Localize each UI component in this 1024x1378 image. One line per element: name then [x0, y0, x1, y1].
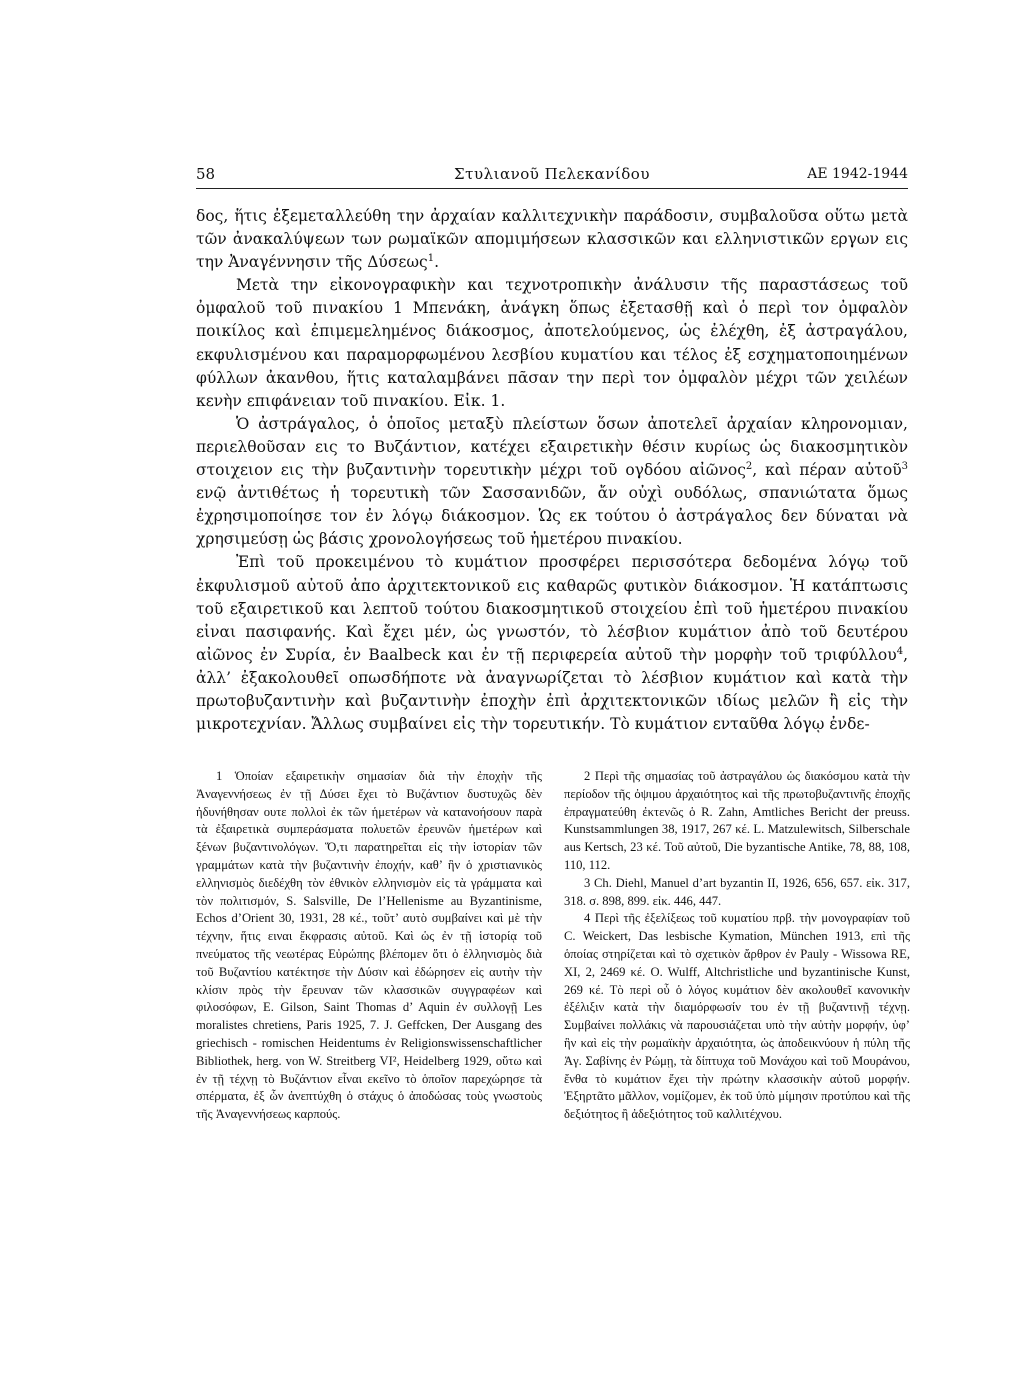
paragraph — [196, 205, 908, 274]
footnote-ref: 3 — [901, 460, 908, 472]
paragraph — [196, 551, 908, 736]
footnote-ref: 4 — [896, 645, 904, 657]
header-rule — [196, 188, 908, 189]
paragraph-text: , καὶ πέραν αὐτοῦ — [752, 461, 902, 480]
paragraph-text: . — [434, 253, 440, 272]
running-title: Στυλιανοῦ Πελεκανίδου — [454, 165, 650, 183]
footnote-ref: 1 — [427, 253, 435, 265]
paragraph — [196, 413, 908, 552]
running-header — [196, 163, 908, 185]
paragraph-text: Ὁ ἀστράγαλος, ὁ ὁποῖος μεταξὺ πλείστων ὅσων ἀποτελεῖ ἀρχαίαν κληρονομιαν, περιελθοῦσαν εις το Βυζάντιον, κατέχει εξαιρετικὴν θέσιν κυρίως ὡς διακοσμητικὸν στοιχειον εις τὴν βυζαντινὴν τορευτικὴν μέχρι τοῦ ογδόου αἰῶνος — [196, 414, 908, 480]
paragraph-text: ενῷ ἀντιθέτως ἡ τορευτικὴ τῶν Σασσανιδῶν, ἄν οὐχὶ ουδόλως, σπανιώτατα ὅμως ἐχρησιμοποίησε τον ἐν λόγῳ διάκοσμον. Ὡς εκ τούτου ὁ ἀστράγαλος δεν δύναται νὰ χρησιμεύσῃ ὡς βάσις χρονολογήσεως τοῦ ἡμετέρου πινακίου. — [196, 484, 908, 549]
page-number: 58 — [196, 165, 216, 183]
footnotes-right-column — [564, 768, 910, 1124]
footnote: 2 Περὶ τῆς σημασίας τοῦ ἀστραγάλου ὡς διακόσμου κατὰ τὴν περίοδον τῆς ὀψιμου ἀρχαιότητος καὶ τῆς πρωτοβυζαντινῆς ἐποχῆς ἐπραγματεύθη ἐκτενῶς ὁ R. Zahn, Amtliches Bericht der preuss. Kunstsammlungen 38, 1917, 267 κέ. L. Matzulewitsch, Silberschale aus Kertsch, 23 κέ. Τοῦ αὐτοῦ, Die byzantische Antike, 78, 88, 108, 110, 112. — [564, 769, 910, 872]
footnote: 1 Ὁποίαν εξαιρετικὴν σημασίαν διὰ τὴν ἐποχὴν τῆς Ἀναγεννήσεως ἐν τῇ Δύσει ἔχει τὸ Βυζάντιον δυστυχῶς δὲν ἠδυνήθησαν ουτε πολλοὶ ἐκ τῶν ἡμετέρων νὰ κατανοήσουν παρὰ τὰ ἐξαιρετικὰ συμπεράσματα πολυετῶν ἐρευνῶν ἡμετέρων καὶ ξένων βυζαντινολόγων. Ὅ,τι παρατηρεῖται εἰς τὴν ἱστορίαν τῶν γραμμάτων κατὰ τὴν βυζαντινὴν ἐποχήν, καθ’ ἣν ὁ χριστιανικὸς ελληνισμὸς διεδέχθη τὸν ἐθνικὸν ελληνισμὸν εἰς τὰ γράμματα καὶ τὸν πολιτισμόν, S. Salsville, De l’Hellenisme au Byzantinisme, Echos d’Orient 30, 1931, 28 κέ., τοῦτ’ αυτὸ συμβαίνει καὶ μὲ τὴν τέχνην, ἥτις ειναι ἔκφρασις αὐτοῦ. Καὶ ὡς ἐν τῇ ἱστορίᾳ τοῦ πνεύματος τῆς νεωτέρας Εὐρώπης βλέπομεν ὅτι ὁ ἑλληνισμὸς διὰ τοῦ Βυζαντίου κατέκτησε τὴν Δύσιν καὶ ἐδώρησεν εἰς αυτὴν τὴν κλίσιν πρὸς τὴν ἔρευναν τῶν κλασσικῶν συγγραφέων καὶ φιλοσόφων, E. Gilson, Saint Thomas d’ Aquin ἐν συλλογῇ Les moralistes chretiens, Paris 1925, 7. J. Geffcken, Der Ausgang des griechisch - romischen Heidentums ἐν Religionswissenschaftlicher Bibliothek, herg. von W. Streitberg VI², Heidelberg 1929, οὕτω καὶ ἐν τῇ τέχνῃ τὸ Βυζάντιον εἶναι εκεῖνο τὸ ὁποῖον παρεχώρησε τὰ σπέρματα, ἐξ ὧν ἀνεπτύχθη ὁ στάχυς ὁ ἀποδώσας τοὺς γνωστοὺς τῆς Ἀναγεννήσεως καρπούς. — [196, 769, 542, 1122]
paragraph-text: , ἀλλ’ ἐξακολουθεῖ οπωσδήποτε νὰ ἀναγνωρίζεται τὸ λέσβιον κυμάτιον καὶ κατὰ τὴν πρωτοβυζαντινὴν καὶ βυζαντινὴν ἐποχὴν ἐπὶ ἀρχιτεκτονικῶν ιδίως μελῶν ἢ εἰς τὴν μικροτεχνίαν. Ἄλλως συμβαίνει εἰς τὴν τορευτικήν. Τὸ κυμάτιον ενταῦθα λόγῳ ἐνδε- — [196, 645, 908, 734]
footnote-ref: 2 — [745, 460, 753, 472]
footnote: 3 Ch. Diehl, Manuel d’art byzantin II, 1926, 656, 657. εἰκ. 317, 318. σ. 898, 899. εἰκ. 446, 447. — [564, 875, 910, 908]
paragraph-text: δος, ἥτις ἐξεμεταλλεύθη την ἀρχαίαν καλλιτεχνικὴν παράδοσιν, συμβαλοῦσα οὕτω μετὰ τῶν ἀνακαλύψεων των ρωμαϊκῶν απομιμήσεων κλασσικῶν και ελληνιστικῶν εργων εις την Ἀναγέννησιν τῆς Δύσεως — [196, 207, 908, 272]
footnote: 4 Περὶ τῆς ἐξελίξεως τοῦ κυματίου πρβ. τὴν μονογραφίαν τοῦ C. Weickert, Das lesbische Kymation, München 1913, επὶ τῆς ὁποίας στηρίζεται καὶ τὸ σχετικὸν ἄρθρον ἐν Pauly - Wissowa RE, XI, 2, 2469 κέ. O. Wulff, Altchristliche und byzantinische Kunst, 269 κέ. Τὸ περὶ οὗ ὁ λόγος κυμάτιον δὲν ακολουθεῖ κανονικὴν ἐξέλιξιν κατὰ τὴν διαμόρφωσίν του ἐν τῇ βυζαντινῇ τέχνῃ. Συμβαίνει πολλάκις νὰ παρουσιάζεται υπὸ τὴν αὐτὴν μορφήν, ὑφ’ ἣν καὶ εἰς τὴν ρωμαϊκὴν ἀρχαιότητα, ὡς ἀποδεικνύουν ἡ πύλη τῆς Ἁγ. Σαβίνης ἐν Ρώμῃ, τὰ δίπτυχα τοῦ Μονάχου καὶ τοῦ Μουράνου, ἔνθα τὸ κυμάτιον ἔχει τὴν πρώτην κλασσικὴν αὐτοῦ μορφήν. Ἐξηρτᾶτο μᾶλλον, νομίζομεν, ἐκ τοῦ ὑπὸ μίμησιν προτύπου καὶ τῆς δεξιότητος ἢ ἀδεξιότητος τοῦ καλλιτέχνου. — [564, 911, 910, 1122]
main-text — [196, 205, 908, 736]
footnotes-left-column — [196, 768, 542, 1124]
paragraph: Μετὰ την εἰκονογραφικὴν και τεχνοτροπικὴν ἀνάλυσιν τῆς παραστάσεως τοῦ ὀμφαλοῦ τοῦ πινακίου 1 Μπενάκη, ἀνάγκη ὅπως ἐξετασθῇ καὶ ὁ περὶ τον ὀμφαλὸν ποικίλος καὶ ἐπιμεμελημένος διάκοσμος, ἀποτελούμενος, ὡς ἐλέχθη, ἐξ ἀστραγάλου, εκφυλισμένου και παραμορφωμένου λεσβίου κυματίου και τέλος ἐξ εσχηματοποιημένων φύλλων ἀκανθου, ἥτις καταλαμβάνει πᾶσαν την περὶ τον ὀμφαλὸν μέχρι τῶν χειλέων κενὴν επιφάνειαν τοῦ πινακίου. Εἰκ. 1. — [196, 276, 908, 410]
journal-issue: ΑΕ 1942-1944 — [807, 166, 908, 182]
paragraph-text: Ἐπὶ τοῦ προκειμένου τὸ κυμάτιον προσφέρει περισσότερα δεδομένα λόγῳ τοῦ ἐκφυλισμοῦ αὐτοῦ ἀπο ἀρχιτεκτονικοῦ εις καθαρῶς φυτικὸν διάκοσμον. Ἡ κατάπτωσις τοῦ εξαιρετικοῦ και λεπτοῦ τούτου διακοσμητικοῦ στοιχείου ἐπὶ τοῦ ἡμετέρου πινακίου εἰναι πασιφανής. Καὶ ἔχει μέν, ὡς γνωστόν, τὸ λέσβιον κυμάτιον ἀπὸ τοῦ δευτέρου αἰῶνος ἐν Συρία, ἐν Baalbeck και ἐν τῇ περιφερεία αὐτοῦ τὴν μορφὴν τοῦ τριφύλλου — [196, 553, 908, 664]
